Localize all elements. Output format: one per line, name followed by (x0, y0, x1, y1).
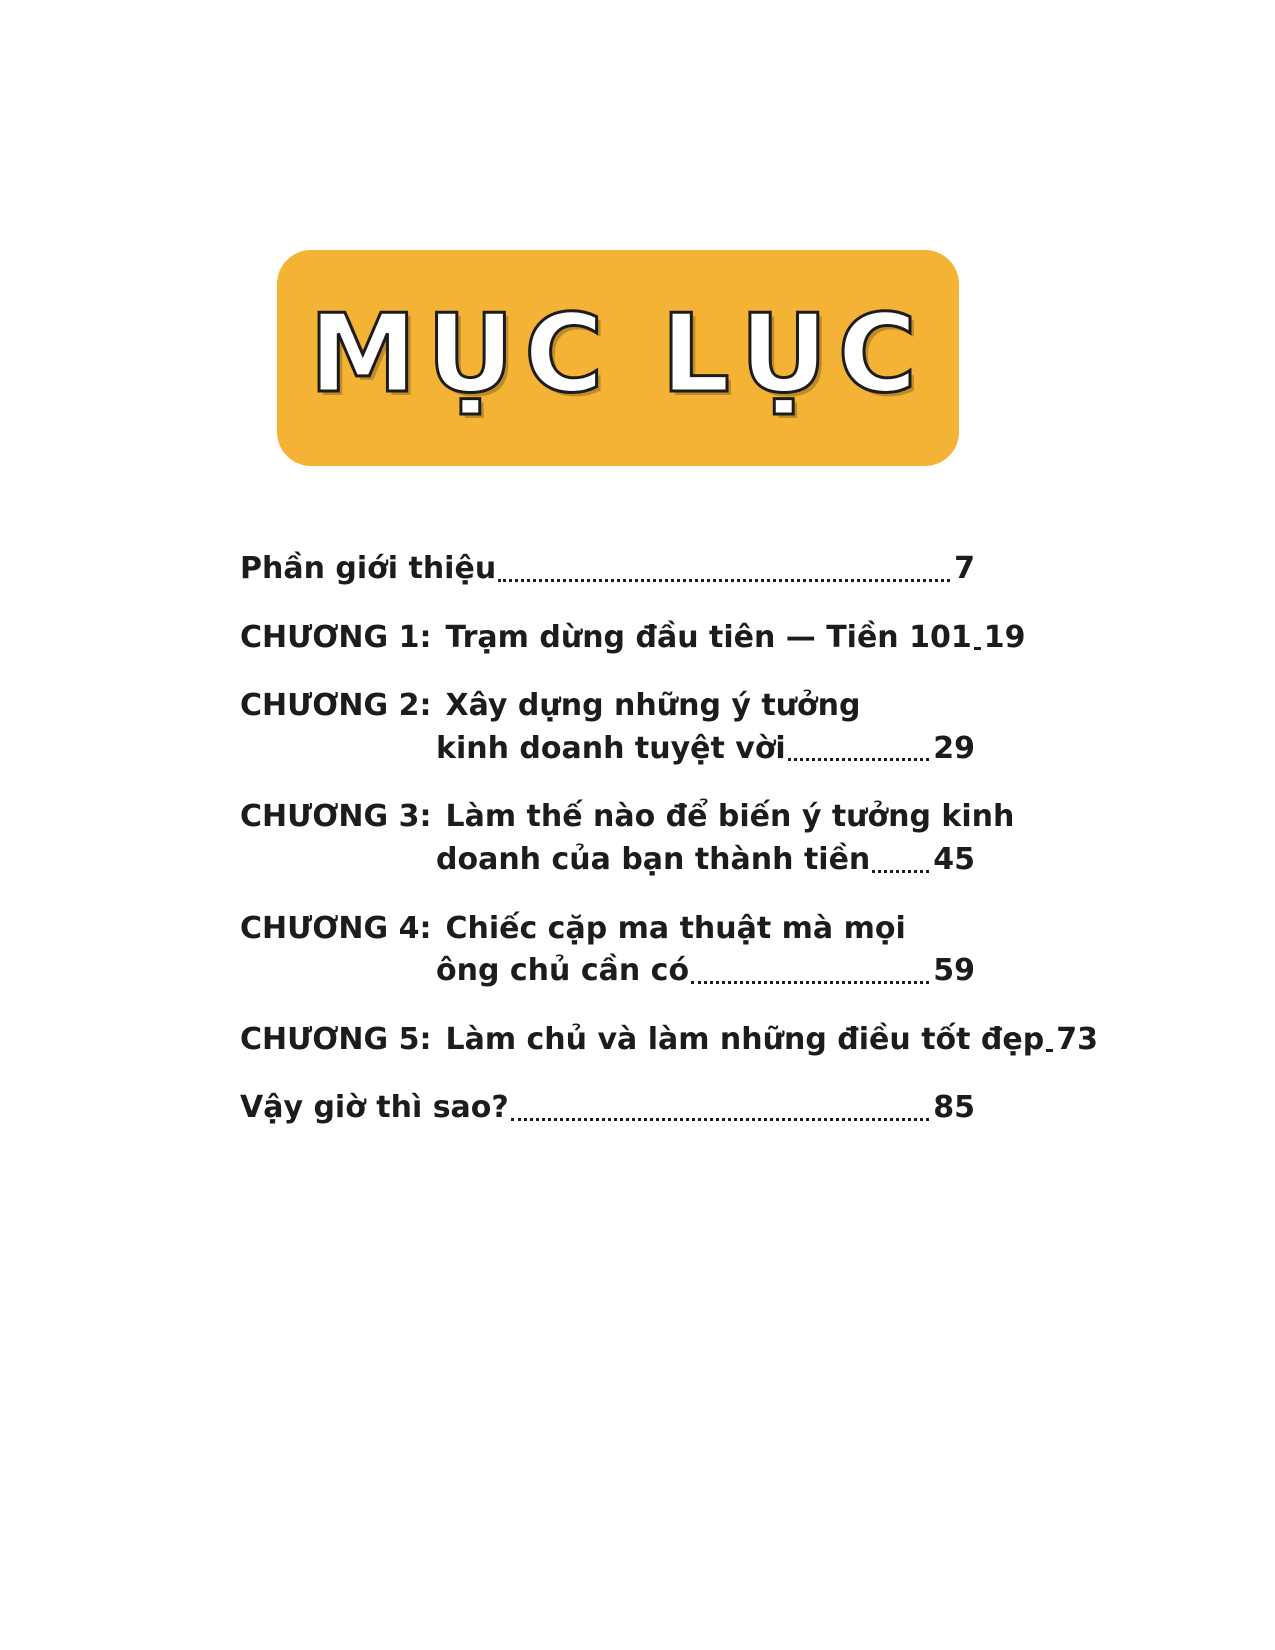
toc-page-number: 45 (933, 841, 975, 877)
toc-leader-dots (498, 579, 950, 582)
toc-page-number: 19 (983, 619, 1026, 655)
toc-leader-dots (691, 981, 929, 984)
toc-entry-title: Xây dựng những ý tưởng (445, 688, 861, 724)
toc-chapter-label: CHƯƠNG 3: (240, 799, 432, 835)
toc-entry[interactable] (240, 1087, 975, 1130)
toc-page-number: 85 (933, 1090, 975, 1126)
toc-leader-dots (872, 870, 929, 873)
toc-entry-title: Làm thế nào để biến ý tưởng kinh (445, 799, 1015, 835)
toc-page-number: 59 (933, 953, 975, 989)
toc-leader-dots (788, 758, 930, 761)
toc-entry[interactable] (240, 1019, 1098, 1062)
page-title-banner (277, 250, 959, 466)
toc-entry[interactable] (240, 617, 1026, 660)
toc-entry-title: Làm chủ và làm những điều tốt đẹp (445, 1021, 1045, 1057)
toc-entry-title: Phần giới thiệu (240, 551, 497, 586)
toc-entry[interactable] (240, 796, 1015, 881)
toc-entry[interactable] (240, 685, 975, 770)
toc-entry-title: Chiếc cặp ma thuật mà mọi (445, 910, 906, 946)
toc-entry-title-continued: doanh của bạn thành tiền (436, 841, 871, 877)
toc-leader-dots (1046, 1049, 1052, 1052)
table-of-contents (240, 548, 1098, 1156)
toc-entry-title: Vậy giờ thì sao? (240, 1090, 509, 1126)
toc-entry[interactable] (240, 548, 975, 591)
toc-leader-dots (974, 647, 980, 650)
toc-chapter-label: CHƯƠNG 4: (240, 910, 432, 946)
toc-entry[interactable] (240, 908, 975, 993)
toc-chapter-label: CHƯƠNG 5: (240, 1021, 432, 1057)
toc-page-number: 29 (933, 730, 975, 766)
toc-leader-dots (511, 1118, 929, 1121)
toc-page-number: 7 (954, 551, 975, 586)
toc-page-number: 73 (1056, 1021, 1098, 1057)
toc-entry-title-continued: ông chủ cần có (436, 953, 690, 989)
toc-chapter-label: CHƯƠNG 2: (240, 688, 432, 724)
toc-entry-title: Trạm dừng đầu tiên — Tiền 101 (445, 619, 972, 655)
page-title: MỤC LỤC (309, 292, 927, 417)
toc-entry-title-continued: kinh doanh tuyệt vời (436, 730, 786, 766)
toc-chapter-label: CHƯƠNG 1: (240, 619, 432, 655)
